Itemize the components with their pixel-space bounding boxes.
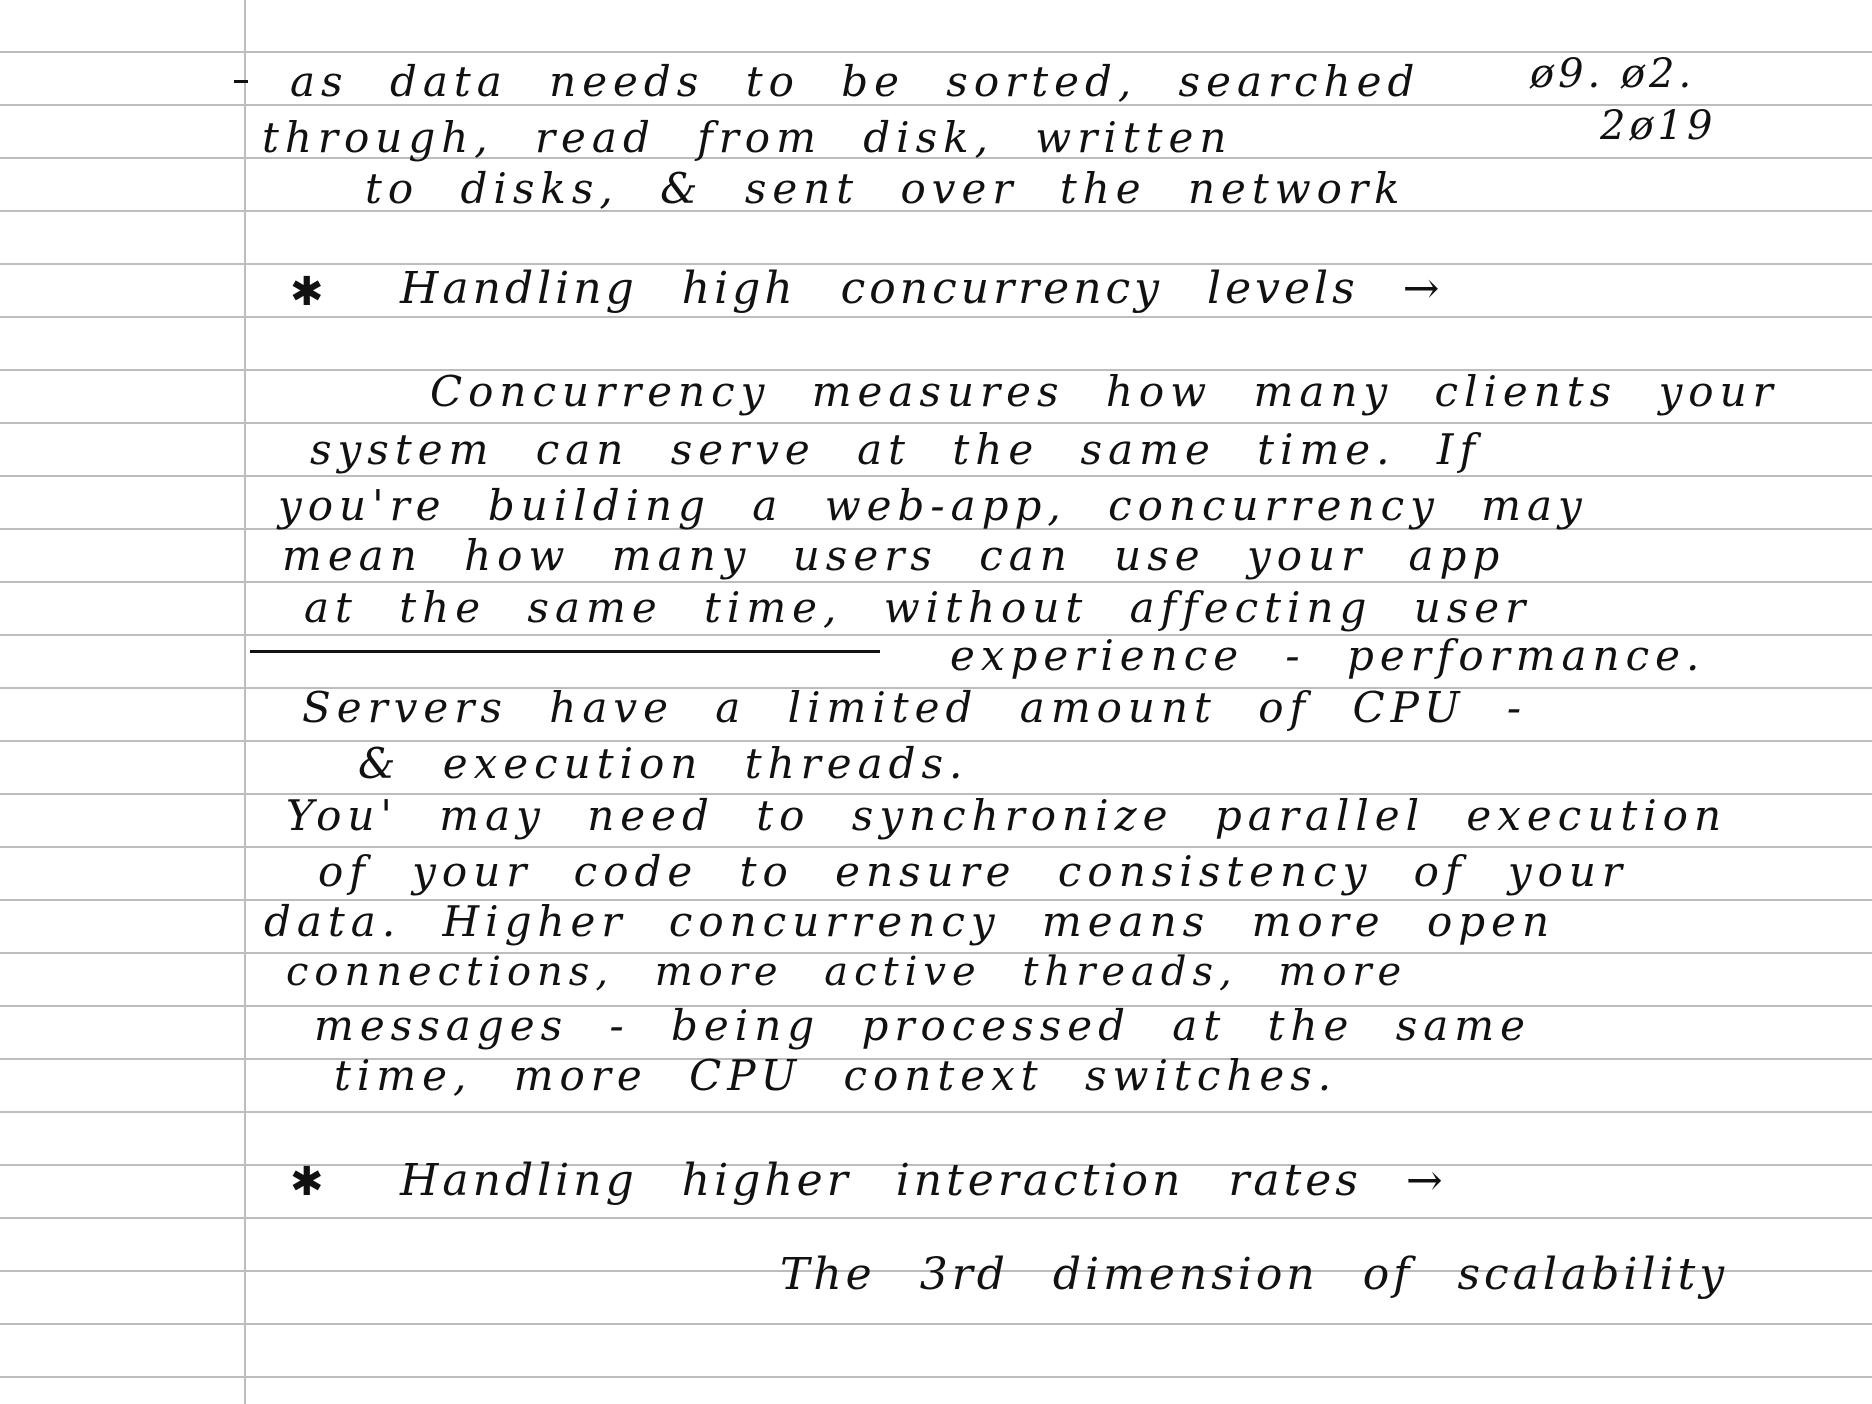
date-line-2: 2ø19 xyxy=(1600,103,1717,149)
section2-subtitle: The 3rd dimension of scalability xyxy=(780,1249,1729,1300)
section2-bullet-star: ✱ xyxy=(290,1159,324,1205)
date-line-1: ø9. ø2. xyxy=(1530,51,1696,97)
section1-line-12: connections, more active threads, more xyxy=(286,949,1408,995)
section1-heading: Handling high concurrency levels → xyxy=(400,263,1444,314)
section1-line-7: Servers have a limited amount of CPU - xyxy=(302,683,1528,732)
section1-bullet-star: ✱ xyxy=(290,269,324,315)
section1-line-1: Concurrency measures how many clients your xyxy=(430,367,1779,416)
section1-line-10: of your code to ensure consistency of your xyxy=(318,847,1628,896)
section1-line-9: You' may need to synchronize parallel execution xyxy=(286,791,1728,840)
section1-line-8: & execution threads. xyxy=(358,739,969,788)
intro-line-1: as data needs to be sorted, searched xyxy=(290,57,1421,106)
intro-dash xyxy=(234,80,248,83)
section1-line-6: experience - performance. xyxy=(950,631,1706,680)
intro-line-2: through, read from disk, written xyxy=(262,113,1233,162)
underline-stroke xyxy=(250,650,880,653)
intro-line-3: to disks, & sent over the network xyxy=(365,164,1406,213)
section1-line-3: you're building a web-app, concurrency may xyxy=(278,481,1588,530)
margin-line xyxy=(244,0,246,1404)
section2-heading: Handling higher interaction rates → xyxy=(400,1155,1447,1206)
section1-line-14: time, more CPU context switches. xyxy=(334,1051,1338,1100)
section1-line-2: system can serve at the same time. If xyxy=(310,425,1481,474)
section1-line-4: mean how many users can use your app xyxy=(282,531,1506,580)
section1-line-13: messages - being processed at the same xyxy=(314,1001,1531,1050)
section1-line-11: data. Higher concurrency means more open xyxy=(264,897,1556,946)
section1-line-5: at the same time, without affecting user xyxy=(304,583,1532,632)
